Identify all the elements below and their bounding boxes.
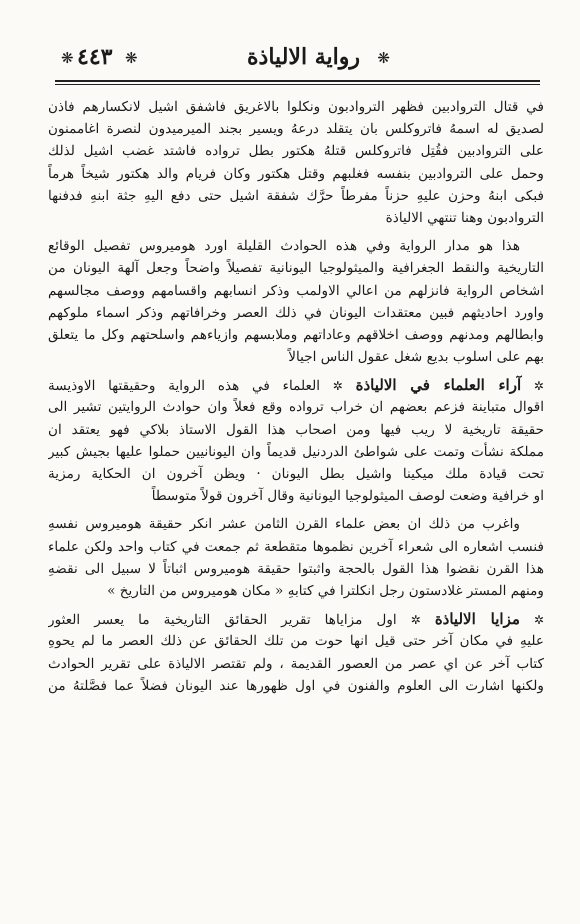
- text-line: واغرب من ذلك ان بعض علماء القرن الثامن عشر انكر حقيقة هوميروس نفسهِ: [48, 516, 520, 533]
- text-line: على التروادبين فقُتِل فاتروكلس قتلهُ هكتور بطل ترواده فاشتد غضب اشيل لذلك: [48, 143, 544, 160]
- ornament-icon: ❋: [125, 49, 138, 67]
- text-line: في قتال التروادبين فظهر التروادبون ونكلوا بالاغريق فاشفق اشيل لانكسارهم فاذن: [48, 99, 544, 115]
- text-line: التاريخية والنقط الجغرافية والميثولوجيا اليونانية تفصيلاً واضحاً وجعل آلهة اليونان من: [48, 260, 544, 277]
- text-line: ومنهم المستر غلادستون رجل انكلترا في كتابهِ « مكان هوميروس من التاريخ »: [107, 582, 544, 599]
- page-header: [55, 40, 540, 76]
- page-body: [48, 96, 544, 904]
- text-line: هذا هو مدار الرواية وفي هذه الحوادث القليلة اورد هوميروس تفصيل الوقائع: [48, 238, 520, 255]
- text-line: لصديق له اسمهُ فاتروكلس بان يتقلد درعهُ ويسير بجند الميرميدون لنصرة اغاممنون: [48, 121, 544, 138]
- star-ornament-icon: ✲: [533, 613, 544, 628]
- text-line: هذا القرن نقضوا هذا القول بالحجة واثبتوا حقيقة هوميروس اثباتاً لا سبيل الى نقضهِ: [48, 560, 544, 577]
- ornament-icon: ❋: [61, 49, 74, 67]
- text-line: مملكة نشأت وتمت على شواطئ الدردنيل قديماً وان اليونانيين حملوا عليها بجيش كبير: [48, 443, 544, 460]
- text-line: او خرافية وضعت لوصف الميثولوجيا اليونانية وقال آخرون قولاً متوسطاً: [151, 488, 544, 505]
- star-ornament-icon: ✲: [533, 379, 544, 394]
- page-number: ٤٤٣: [77, 44, 113, 70]
- star-ornament-icon: ✲: [332, 379, 343, 394]
- section-heading: مزايا الالياذة: [434, 610, 520, 629]
- text-run: اول مزاياها تقرير الحقائق التاريخية ما يعسر العثور: [48, 612, 397, 629]
- text-line: حقيقة تاريخية لا ريب فيها ومن اصحاب هذا القول الاستاذ بلاكي فهو يعتقد ان: [48, 421, 544, 438]
- text-line: واورد احاديثهم فبين معتقدات اليونان في ذلك العصر وخرافاتهم وذكر اسماء ملوكهم: [48, 304, 544, 321]
- header-rule: [55, 84, 540, 85]
- text-line: فبكى ابنهُ وحزن عليهِ حزناً مفرطاً حرَّك شفقة اشيل حتى دفع اليهِ جثة ابنهِ فدفنها: [48, 187, 544, 204]
- text-line: عليهِ في مكان آخر حتى قيل انها حوت من تلك الحقائق عن ذلك العصر ما لم يحوهِ: [48, 633, 544, 650]
- text-line: وابطالهم ومدنهم ووصف اخلاقهم وعاداتهم وملابسهم وازياءهم واسلحتهم وكل ما يتعلق: [48, 326, 544, 343]
- text-line: اقوال متباينة فزعم بعضهم ان خراب ترواده وقع فعلاً وان حوادث الروايتين تشير الى: [48, 399, 544, 416]
- ornament-icon: ❋: [377, 49, 390, 67]
- text-line: ولكنها اشارت الى العلوم والفنون في اول ظهورها عند اليونان فضلاً عما فصَّلتهُ من: [48, 677, 544, 694]
- text-run: العلماء في هذه الرواية وحقيقتها الاوذيسة: [48, 378, 321, 395]
- header-rule: [55, 80, 540, 82]
- text-line: التروادبون وهنا تنتهي الالياذة: [385, 209, 544, 226]
- text-line: اشخاص الرواية فانزلهم من اعالي الاولمب وذكر انسابهم واقسامهم ووصف مجالسهم: [48, 282, 544, 299]
- running-title: رواية الالياذة: [247, 44, 360, 70]
- section-line: [48, 374, 544, 396]
- text-line: بهم على اسلوب بديع شغل عقول الناس اجيالاً: [288, 349, 544, 366]
- text-line: كتاب آخر عن اي عصر من العصور القديمة ، ولم تقتصر الالياذة على تقرير الحوادث: [48, 655, 544, 672]
- text-line: فنسب اشعاره الى شعراء آخرين نظموها متقطعة ثم جمعت في كتاب واحد ولكن علماء: [48, 538, 544, 555]
- section-heading: آراء العلماء في الالياذة: [355, 376, 522, 395]
- text-line: وحمل على التروادبين بنفسه فغلبهم وقتل هكتور وكان فريام والد هكتور شيخاً هرماً: [48, 165, 544, 182]
- star-ornament-icon: ✲: [410, 613, 421, 628]
- section-line: [48, 608, 544, 630]
- text-line: تحت قيادة ملك ميكينا واشيل بطل اليونان · ويظن آخرون ان الحكاية رمزية: [48, 466, 544, 482]
